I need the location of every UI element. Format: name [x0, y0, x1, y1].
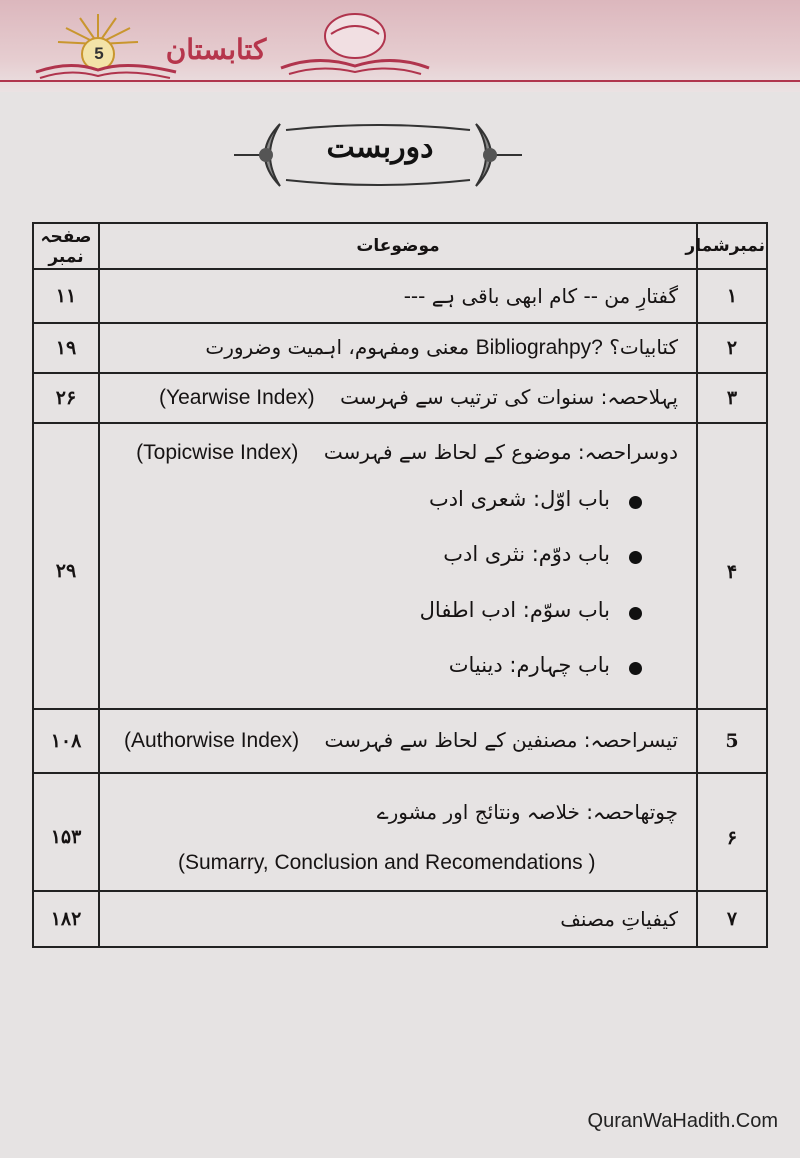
row-page: ۱۰۸: [33, 709, 99, 773]
row-topic-english: (Yearwise Index): [159, 386, 315, 410]
book-title-logo: کتابستان: [165, 33, 267, 66]
row-page: ۲۶: [33, 373, 99, 423]
row-topic-text: دوسراحصہ: موضوع کے لحاظ سے فہرست: [323, 439, 678, 464]
row-topic-text: تیسراحصہ: مصنفین کے لحاظ سے فہرست: [324, 728, 678, 753]
list-item: باب دوّم: نثری ادب: [118, 540, 642, 569]
row-topic: [99, 773, 697, 891]
row-topic-text: چوتھاحصہ: خلاصہ ونتائج اور مشورے: [376, 800, 678, 825]
header-page: صفحہ نمبر: [33, 223, 99, 269]
row-topic-suffix: معنی ومفہوم، اہمیت وضرورت: [205, 335, 470, 360]
list-item: باب سوّم: ادب اطفال: [118, 596, 642, 625]
row-topic: [99, 373, 697, 423]
row-number: ۱: [697, 269, 767, 323]
row-number: ۴: [697, 423, 767, 709]
row-page: ۱۸۲: [33, 891, 99, 947]
row-topic-english: (Topicwise Index): [136, 440, 299, 464]
table-row: [33, 709, 767, 773]
row-number: ۷: [697, 891, 767, 947]
table-row: [33, 773, 767, 891]
row-number: ۲: [697, 323, 767, 373]
table-row: [33, 373, 767, 423]
book-emblem-ornament: [275, 4, 433, 82]
row-topic: گفتارِ من -- کام ابھی باقی ہے ---: [99, 269, 697, 323]
row-page: ۲۹: [33, 423, 99, 709]
row-topic: [99, 709, 697, 773]
row-topic: کیفیاتِ مصنف: [99, 891, 697, 947]
table-row: [33, 323, 767, 373]
row-topic: [99, 423, 697, 709]
row-number: 5: [697, 709, 767, 773]
chapter-list: [118, 485, 678, 681]
row-page: ۱۱: [33, 269, 99, 323]
row-topic-text: کتابیات؟: [609, 335, 678, 360]
list-item: باب چہارم: دینیات: [118, 651, 642, 680]
page-title: دوربست: [326, 130, 434, 165]
row-topic-english: (Authorwise Index): [124, 729, 300, 753]
watermark-text: QuranWaHadith.Com: [587, 1110, 778, 1132]
table-row: [33, 423, 767, 709]
row-page: ۱۵۳: [33, 773, 99, 891]
row-topic-english-line: [118, 848, 678, 877]
row-page: ۱۹: [33, 323, 99, 373]
table-of-contents: [32, 222, 768, 948]
row-topic-english: (Sumarry, Conclusion and Recomendations ): [178, 851, 596, 875]
page-number: 5: [94, 44, 104, 63]
header-serial: نمبرشمار: [697, 223, 767, 269]
table-row: [33, 269, 767, 323]
header-topic: موضوعات: [99, 223, 697, 269]
row-topic-text: پہلاحصہ: سنوات کی ترتیب سے فہرست: [340, 385, 678, 410]
row-topic-english: Bibliograhpy?: [475, 336, 603, 360]
table-row: [33, 891, 767, 947]
row-topic: [99, 323, 697, 373]
list-item: باب اوّل: شعری ادب: [118, 485, 642, 514]
row-number: ۳: [697, 373, 767, 423]
table-header-row: [33, 223, 767, 269]
row-number: ۶: [697, 773, 767, 891]
